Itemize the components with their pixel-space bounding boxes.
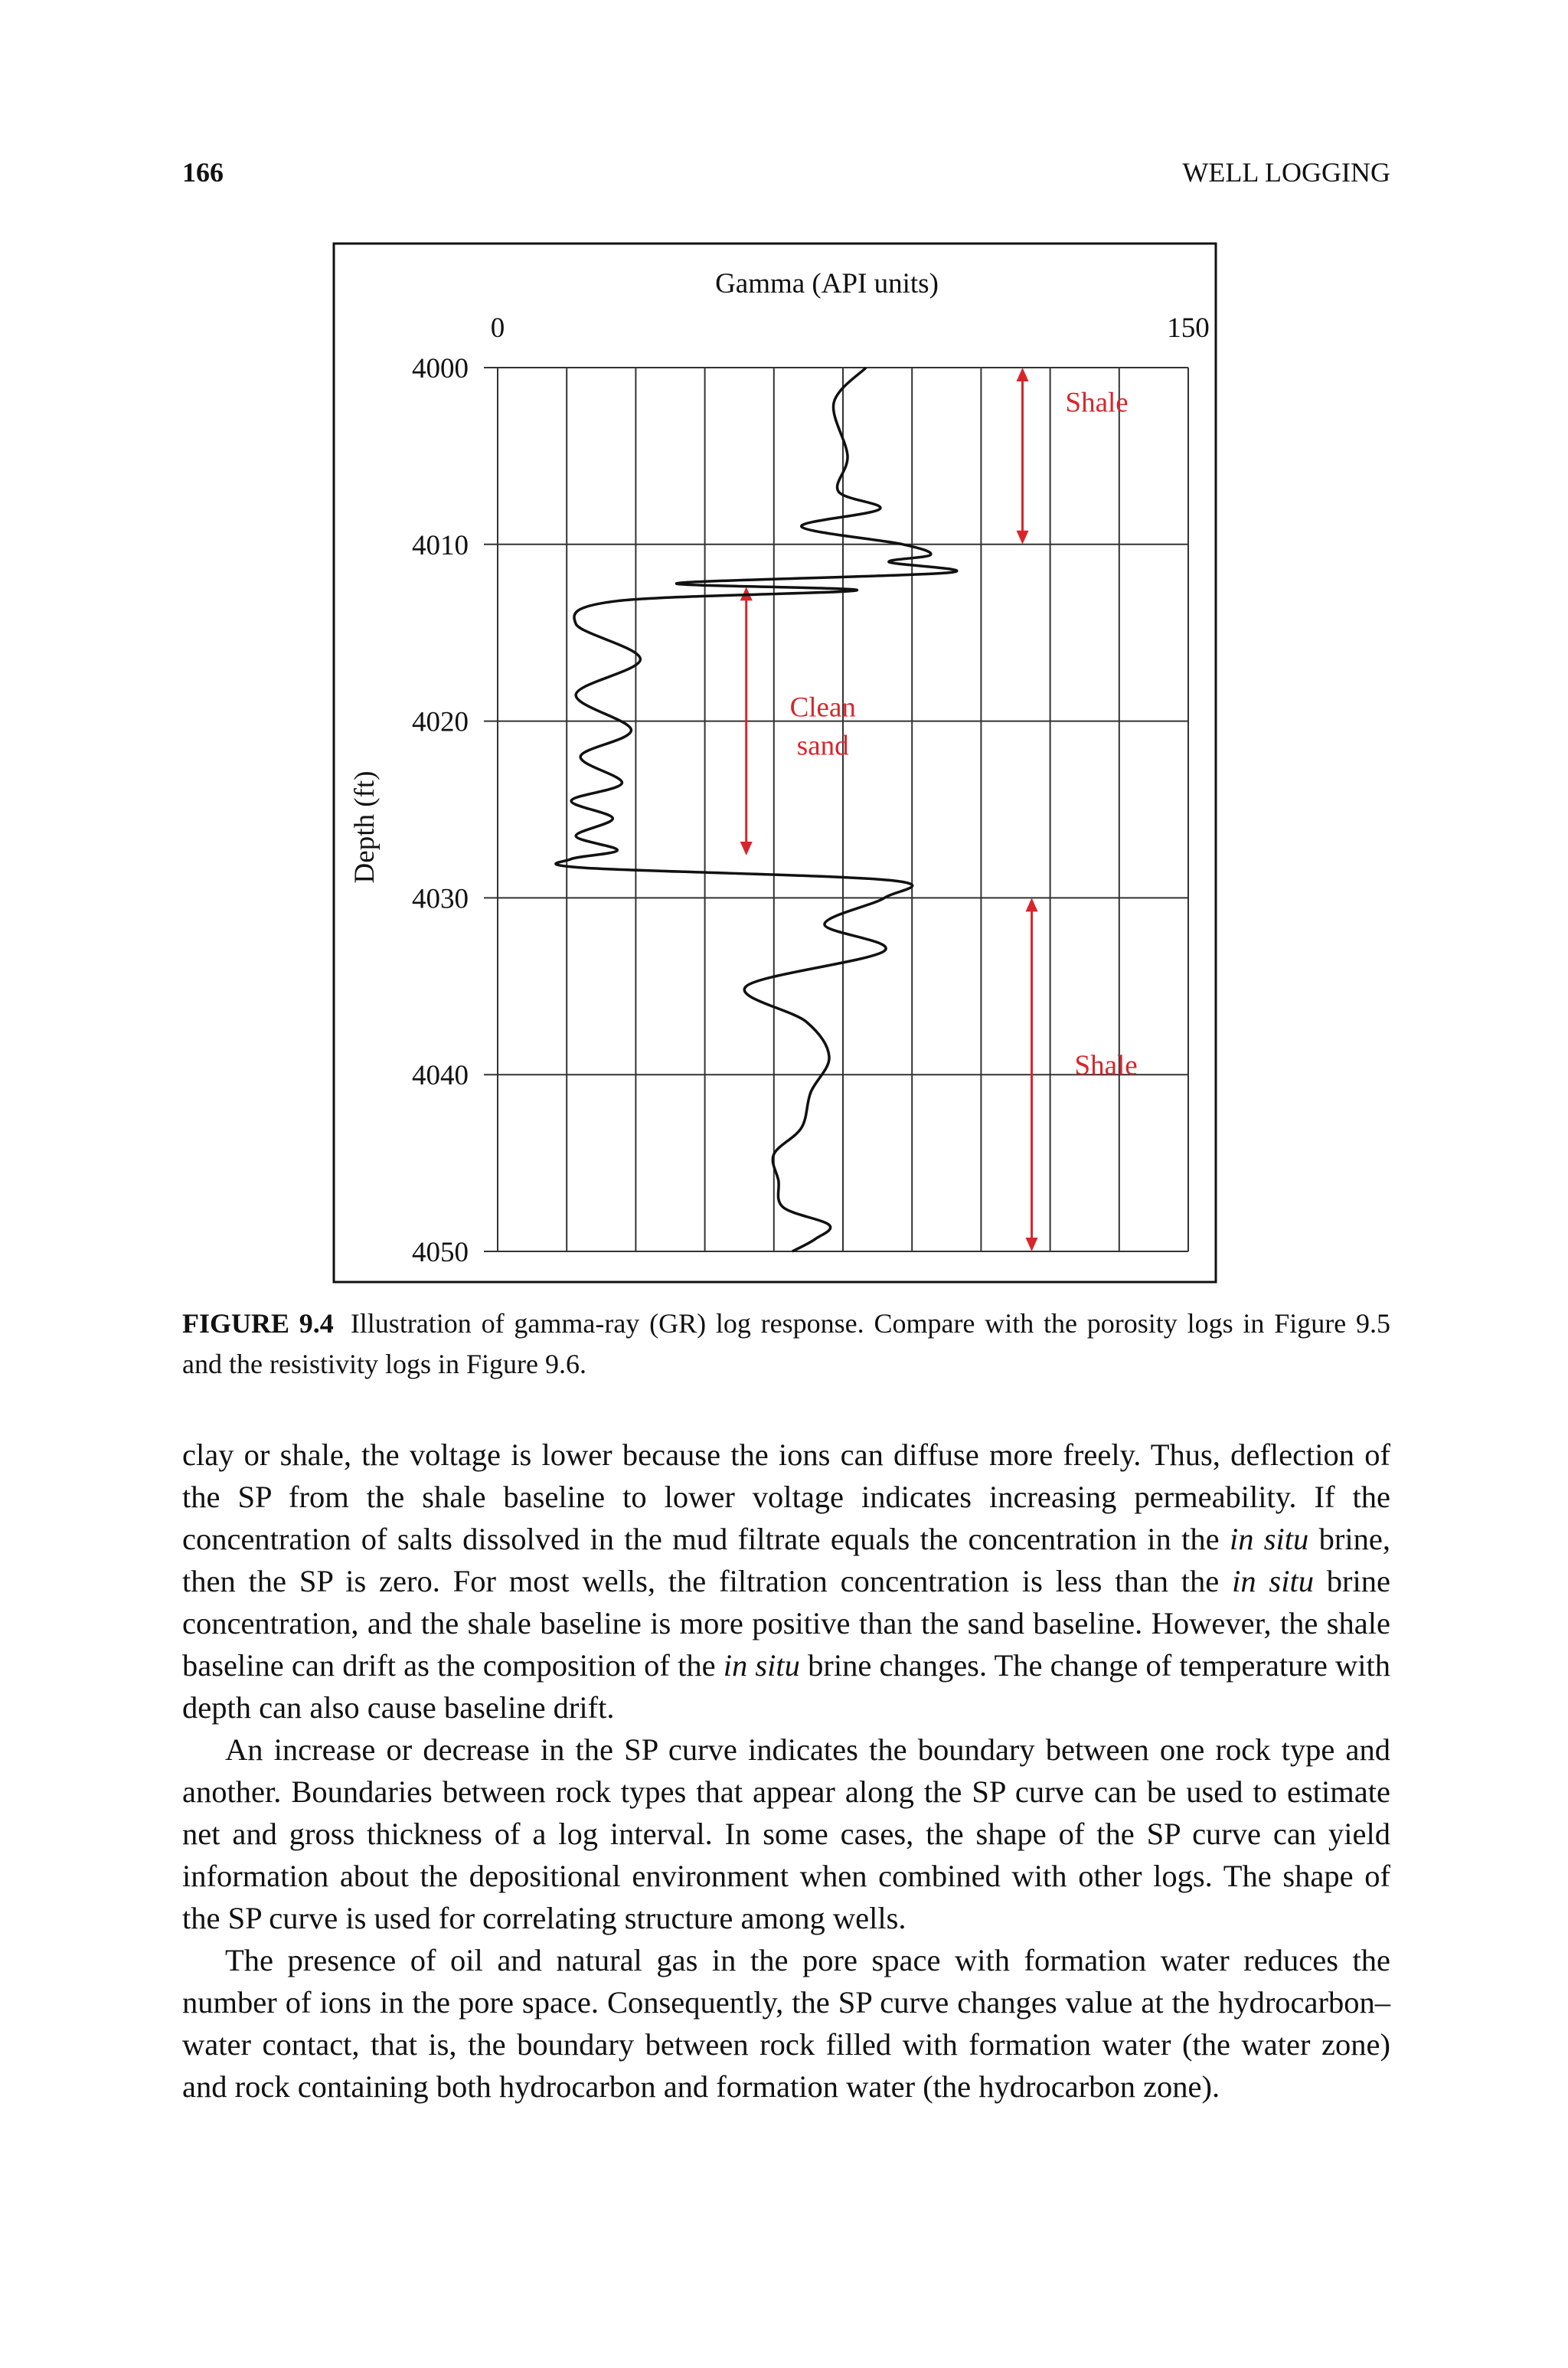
gamma-ray-curve: [556, 368, 957, 1251]
annotation-label: Shale: [1074, 1050, 1138, 1082]
interval-annotations: [740, 368, 1138, 1251]
x-axis-title: Gamma (API units): [715, 268, 939, 299]
italic-term: in situ: [1232, 1564, 1314, 1598]
paragraph-2: An increase or decrease in the SP curve indicates the boundary between one rock type and another. Boundaries between rock types that appear along the SP curve can be used to estimate net and gross thickness of a log interval. In some cases, the shape of the SP curve can yield information about the depositional environment when combined with other logs. The shape of the SP curve is used for correlating structure among wells.: [182, 1732, 1390, 1935]
text-run: brine, then the SP is zero. For most wells, the filtration concentration is less than the: [182, 1522, 1391, 1598]
x-tick-label: 0: [490, 312, 505, 344]
y-tick-label: 4040: [412, 1060, 469, 1092]
gamma-curve-layer: [556, 368, 957, 1251]
paragraph-3: The presence of oil and natural gas in the pore space with formation water reduces the number of ions in the pore space. Consequently, the SP curve changes value at the hydrocarbon–water contact, that is, the boundary between rock filled with formation water (the water zone) and rock containing both hydrocarbon and formation water (the hydrocarbon zone).: [182, 1943, 1390, 2104]
figure-caption: [182, 1303, 1390, 1385]
x-tick-label: 150: [1167, 312, 1210, 344]
annotation-label: [790, 692, 856, 762]
text-run: brine concentration, and the shale baseline is more positive than the sand baseline. However, the shale baseline can drift as the composition of the: [182, 1564, 1390, 1683]
annotation-label-line: Clean: [789, 692, 856, 724]
figure-label: FIGURE 9.4: [182, 1308, 334, 1339]
arrowhead-up: [1026, 898, 1038, 911]
y-tick-labels: [412, 353, 469, 1268]
annotation-label-line: sand: [796, 730, 849, 762]
annotation-label: Shale: [1065, 387, 1129, 419]
y-tick-label: 4020: [412, 706, 469, 738]
y-axis-title: Depth (ft): [349, 770, 381, 884]
y-tick-label: 4000: [412, 353, 469, 384]
y-tick-label: 4050: [412, 1237, 469, 1268]
italic-term: in situ: [1229, 1522, 1309, 1556]
paragraph-1: [182, 1434, 1390, 1729]
text-run: clay or shale, the voltage is lower because the ions can diffuse more freely. Thus, deflection of the SP from the shale baseline to lower voltage indicates increasing permeability. If the concentration of salts dissolved in the mud filtrate equals the concentration in the: [182, 1437, 1390, 1556]
figure-caption-text: Illustration of gamma-ray (GR) log response. Compare with the porosity logs in Figure 9.5 and the resistivity logs in Figure 9.6.: [182, 1308, 1390, 1379]
arrowhead-down: [1017, 531, 1029, 545]
italic-term: in situ: [723, 1648, 800, 1683]
arrowhead-down: [740, 842, 753, 855]
running-section-title: WELL LOGGING: [1182, 157, 1390, 188]
arrowhead-down: [1026, 1238, 1038, 1251]
y-tick-label: 4010: [412, 529, 469, 561]
page-number: 166: [182, 157, 224, 188]
body-text: [182, 1434, 1390, 2108]
text-run: brine changes. The change of temperature with depth can also cause baseline drift.: [182, 1648, 1390, 1725]
y-tick-label: 4030: [412, 883, 469, 915]
arrowhead-up: [1017, 368, 1029, 381]
x-tick-labels: [491, 312, 1210, 344]
